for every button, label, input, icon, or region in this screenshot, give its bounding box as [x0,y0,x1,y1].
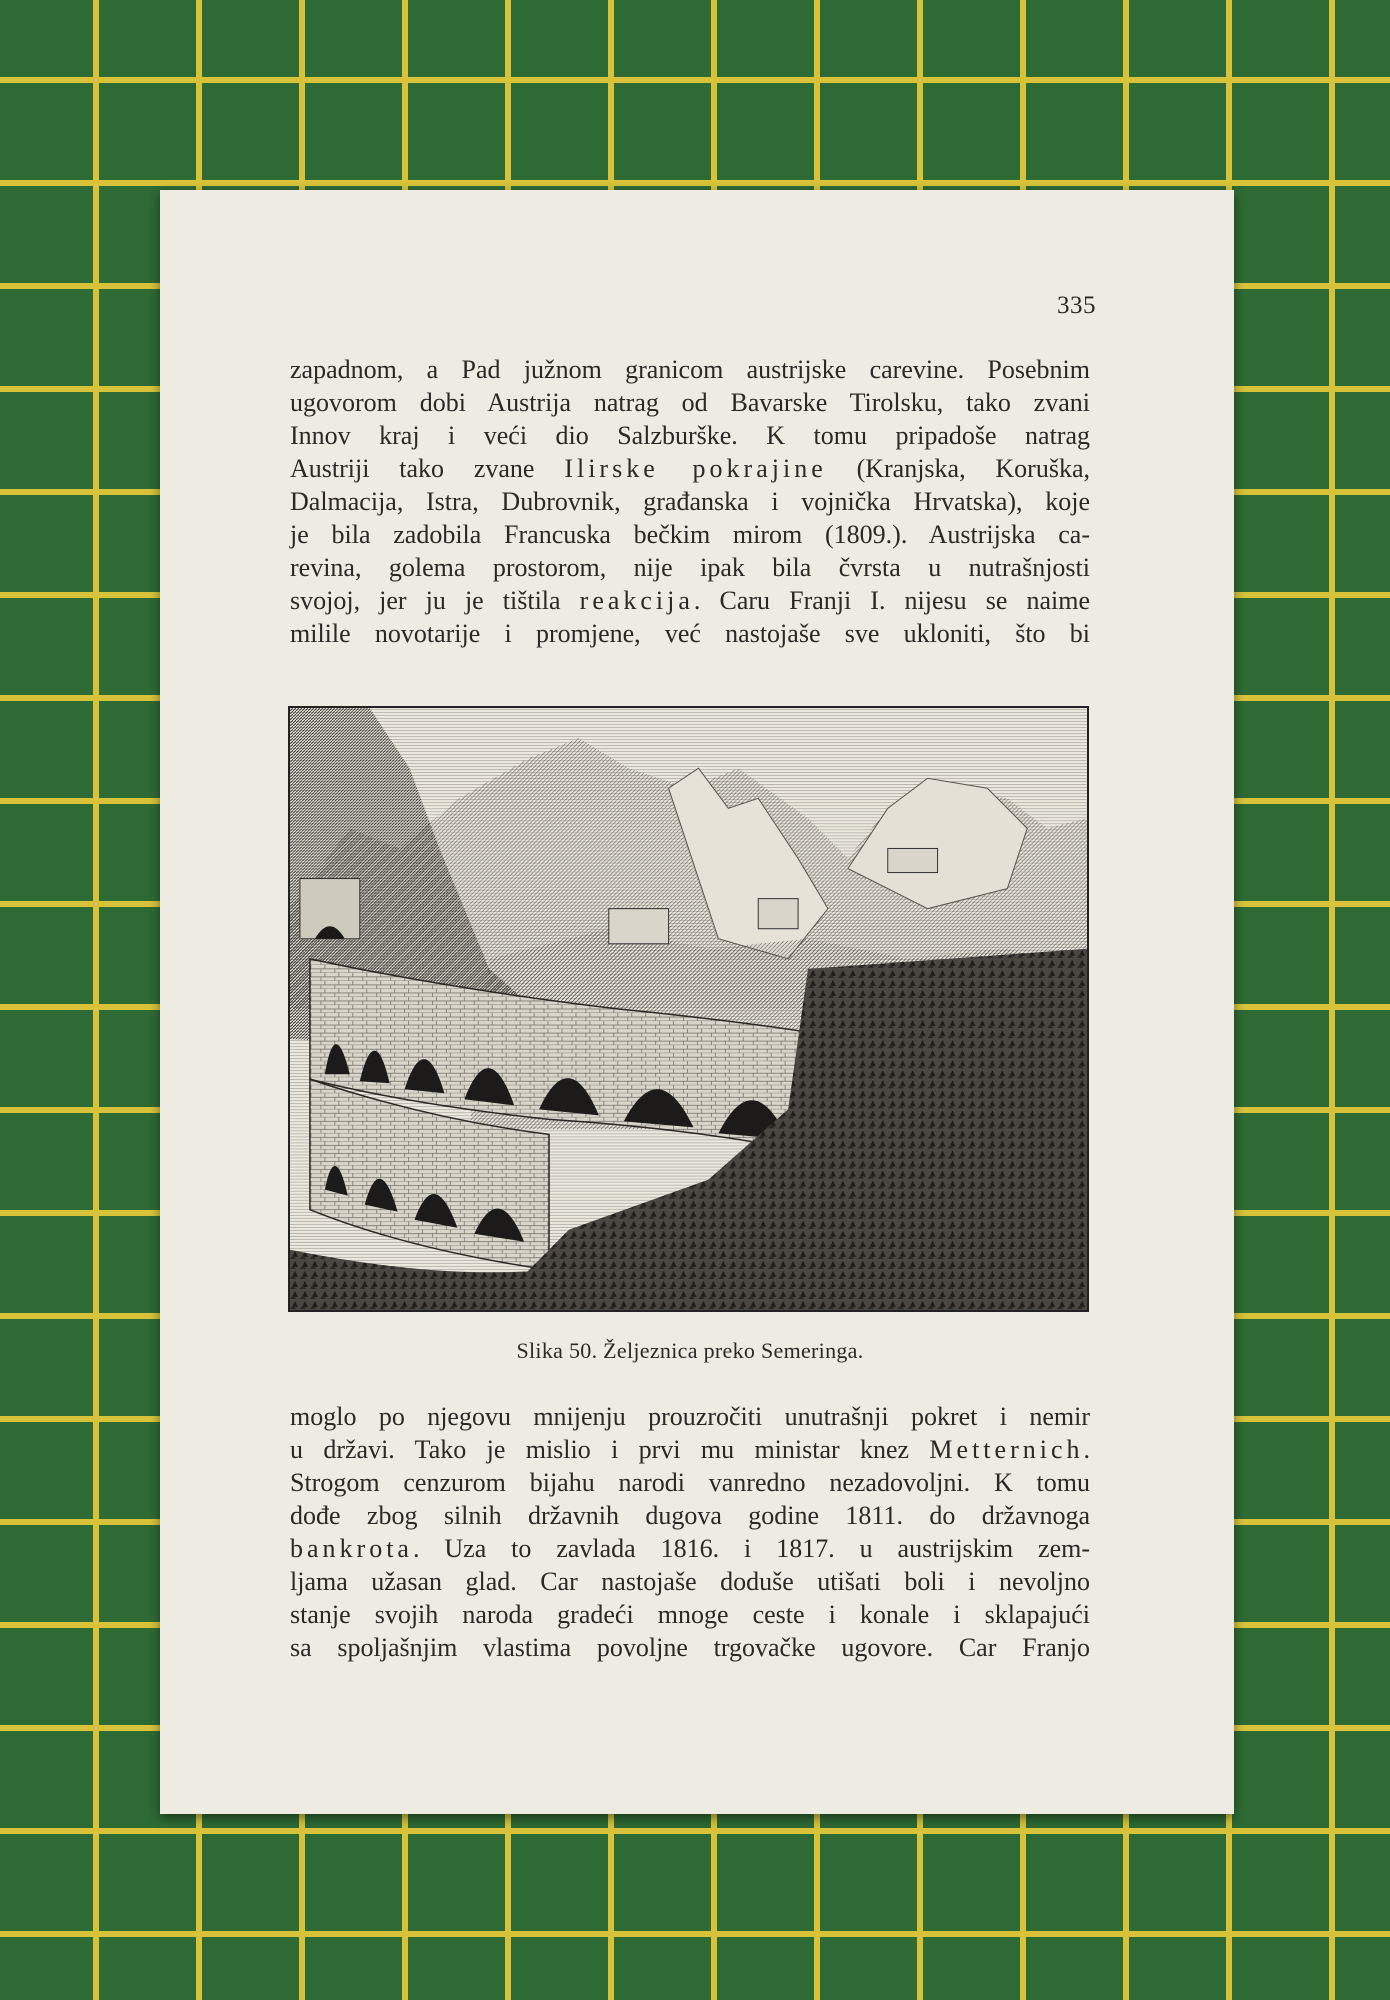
spaced-emphasis: reakcija [579,586,694,615]
spaced-emphasis: Metternich [929,1435,1084,1464]
text-fragment: (Kranjska, Koruška, [826,454,1091,483]
text-line [290,1433,1090,1466]
text-fragment: svojoj, jer ju je tištila [290,586,580,615]
spaced-emphasis: bankrota [290,1534,413,1563]
text-line: stanje svojih naroda gradeći mnoge ceste i konale i sklapajući [290,1600,1090,1629]
spaced-emphasis: Ilirske pokrajine [564,454,827,483]
small-viaduct [609,909,669,944]
text-fragment: . Uza to zavlada 1816. i 1817. u austrijskim zem- [412,1534,1090,1563]
text-fragment: Austriji tako zvane [290,454,565,483]
text-line: Strogom cenzurom bijahu narodi vanredno nezadovoljni. K tomu [290,1468,1090,1497]
text-line: milile novotarije i promjene, već nastojaše sve ukloniti, što bi [290,619,1090,648]
page-number: 335 [1057,292,1096,319]
engraving-illustration [290,708,1087,1310]
text-line: sa spoljašnjim vlastima povoljne trgovačke ugovore. Car Franjo [290,1633,1090,1662]
text-line: moglo po njegovu mnijenju prouzročiti unutrašnji pokret i nemir [290,1402,1090,1431]
text-line: zapadnom, a Pad južnom granicom austrijske carevine. Posebnim [290,355,1090,384]
figure-caption: Slika 50. Željeznica preko Semeringa. [516,1338,864,1363]
text-fragment: u državi. Tako je mislio i prvi mu ministar knez [290,1435,930,1464]
paragraph-bottom [290,1400,1090,1664]
text-line: ljama užasan glad. Car nastojaše doduše utišati boli i nevoljno [290,1567,1090,1596]
distant-bridge [758,899,798,929]
figure-semmering-railway-engraving [288,706,1089,1312]
text-fragment: . [1083,1435,1090,1464]
text-line: revina, golema prostorom, nije ipak bila čvrsta u nutrašnjosti [290,553,1090,582]
text-line: ugovorom dobi Austrija natrag od Bavarske Tirolsku, tako zvani [290,388,1090,417]
mountain-gallery [888,848,938,872]
text-line [290,452,1090,485]
book-page [160,190,1234,1814]
text-fragment: . Caru Franji I. nijesu se naime [693,586,1090,615]
text-line: Innov kraj i veći dio Salzburške. K tomu pripadoše natrag [290,421,1090,450]
text-line: je bila zadobila Francuska bečkim mirom (1809.). Austrijska ca- [290,520,1090,549]
text-line: Dalmacija, Istra, Dubrovnik, građanska i vojnička Hrvatska), koje [290,487,1090,516]
text-line [290,584,1090,617]
text-line [290,1532,1090,1565]
text-line: dođe zbog silnih državnih dugova godine 1811. do državnoga [290,1501,1090,1530]
paragraph-top [290,353,1090,650]
